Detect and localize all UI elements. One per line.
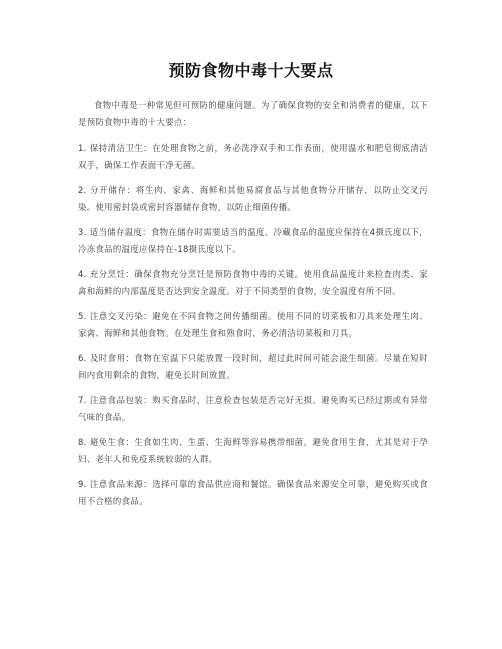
point-paragraph-9: 9. 注意食品来源：选择可靠的食品供应商和餐馆。确保食品来源安全可靠，避免购买或食用不合格的食品。 <box>78 479 428 506</box>
point-paragraph-6: 6. 及时食用：食物在室温下只能放置一段时间，超过此时间可能会滋生细菌。尽量在短时间内食用剩余的食物，避免长时间放置。 <box>78 353 428 380</box>
point-paragraph-7: 7. 注意食品包装：购买食品时，注意检查包装是否完好无损。避免购买已经过期或有异常气味的食品。 <box>78 395 428 422</box>
intro-paragraph: 食物中毒是一种常见但可预防的健康问题。为了确保食物的安全和消费者的健康，以下是预防食物中毒的十大要点： <box>78 100 428 127</box>
point-paragraph-2: 2. 分开储存：将生肉、家禽、海鲜和其他易腐食品与其他食物分开储存，以防止交叉污染。使用密封袋或密封容器储存食物，以防止细菌传播。 <box>78 185 428 212</box>
document-title: 预防食物中毒十大要点 <box>168 61 334 80</box>
point-paragraph-4: 4. 充分烹饪：确保食物充分烹饪是预防食物中毒的关键。使用食品温度计来检查肉类、家禽和海鲜的内部温度是否达到安全温度。对于不同类型的食物，安全温度有所不同。 <box>78 269 428 296</box>
point-paragraph-3: 3. 适当储存温度：食物在储存时需要适当的温度。冷藏食品的温度应保持在4摄氏度以下，冷冻食品的温度应保持在-18摄氏度以下。 <box>78 227 428 254</box>
document-body <box>78 97 428 518</box>
point-paragraph-5: 5. 注意交叉污染：避免在不同食物之间传播细菌。使用不同的切菜板和刀具来处理生肉、家禽、海鲜和其他食物。在处理生食和熟食时，务必清洁切菜板和刀具。 <box>78 311 428 338</box>
point-paragraph-8: 8. 避免生食：生食如生肉、生蛋、生海鲜等容易携带细菌。避免食用生食，尤其是对于孕妇、老年人和免疫系统较弱的人群。 <box>78 437 428 464</box>
point-paragraph-1: 1. 保持清洁卫生：在处理食物之前，务必洗净双手和工作表面，使用温水和肥皂彻底清洁双手，确保工作表面干净无菌。 <box>78 143 428 170</box>
